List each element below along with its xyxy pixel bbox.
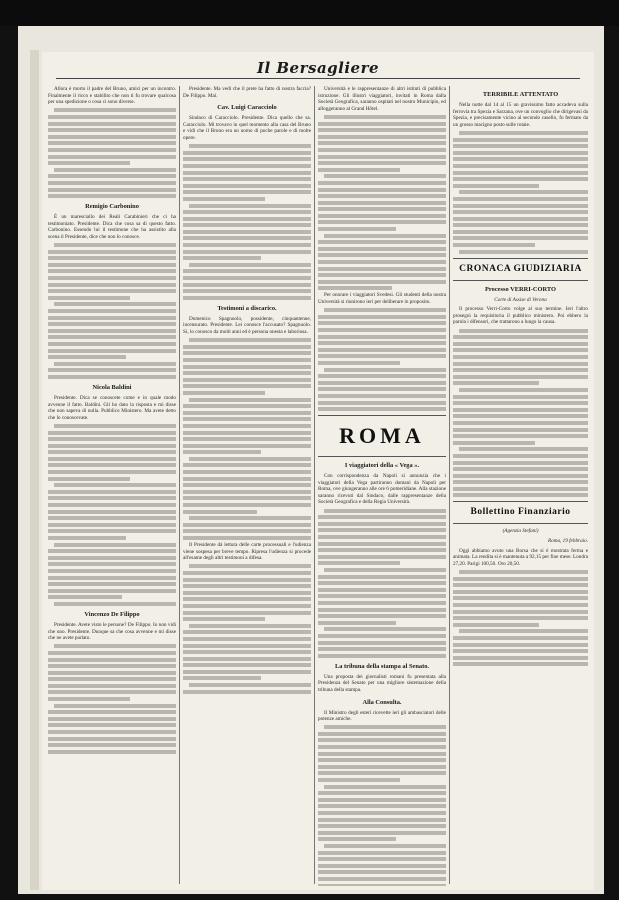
section-heading: Nicola Baldini — [92, 383, 132, 391]
filler-text — [318, 308, 446, 411]
article-text: Il Presidente dà lettura delle carte processuali e l'udienza viene sospesa per breve tempo. Ripresa l'udienza si procede all'esame degli altri testimoni a difesa. — [183, 542, 311, 562]
column-divider — [179, 86, 180, 884]
binding-edge — [30, 50, 39, 890]
dateline: Roma, 19 febbraio. — [547, 538, 588, 545]
section-heading-cronaca: CRONACA GIUDIZIARIA — [459, 263, 582, 274]
article-text: Presidente. Dica se conoscete come e in quale modo avvenne il fatto. Baldini. Gli ho dato la risposta e mi disse che non sapeva di nulla. Pubblico Ministero. Ma avete detto che lo conoscevate. — [48, 394, 176, 421]
section-rule — [318, 456, 446, 457]
filler-text — [453, 131, 588, 254]
column-divider — [449, 86, 450, 884]
section-rule — [318, 415, 446, 416]
article-text: Una proposta dei giornalisti romani fu presentata alla Presidenza del Senato per una migliore sistemazione della tribuna della stampa. — [318, 673, 446, 693]
article-text: Università e le rappresentanze di altri istituti di pubblica istruzione. Gli illustri viaggiatori, invitati in Roma dalla Società Geografica, saranno ospitati nel nostro Municipio, ed alloggeranno al Grand Hôtel. — [318, 86, 446, 112]
section-rule — [453, 501, 588, 502]
article-text: Il Ministro degli esteri ricevette ieri gli ambasciatori delle potenze amiche. — [318, 709, 446, 723]
column-divider — [314, 86, 315, 884]
section-heading-bollettino: Bollettino Finanziario — [470, 507, 571, 518]
column-4 — [453, 86, 588, 886]
filler-text — [318, 509, 446, 658]
filler-text — [453, 329, 588, 498]
article-text: Domenico Spagnuolo, possidente, cinquantenne, incensurato. Presidente. Lei conosce l'accusato? Spagnuolo. Si, lo conosco da molti anni ed è persona onesta e laboriosa. — [183, 315, 311, 335]
masthead — [42, 58, 594, 80]
article-text: È un maresciallo dei Reali Carabinieri che ci ha testimoniato. Presidente. Dica che cosa sa di questo fatto. Carbonino. Essendo lui il testimone che ha assistito alla scena il Presidente, dice che non lo conosce. — [48, 214, 176, 240]
section-heading-roma: ROMA — [339, 423, 425, 449]
article-text: Presidente. Ma vedi che il prete ha fatto di nostra faccia? De Filippo. Mai. — [183, 86, 311, 99]
column-2 — [183, 86, 311, 886]
article-text: Con corrispondenza da Napoli si annunzia che i viaggiatori della Vega partiranno domani da Napoli per Roma, ove giungeranno alle ore 6 pomeridiane. Alla stazione saranno ricevuti dal Sindaco, dalle rappresentanze della Società Geografica e della Regia Università. — [318, 473, 446, 506]
article-text: Nella notte dal 14 al 15 un gravissimo fatto accadeva sulla ferrovia tra Spezia e Sarzana, ove un convoglio che dirigevasi da Spezia, e precisamente vicino al secondo casello, fu fermato da un grosso macigno posto sulle rotaie. — [453, 102, 588, 128]
section-heading: La tribuna della stampa al Senato. — [334, 662, 430, 670]
column-3 — [318, 86, 446, 886]
newspaper-page — [42, 52, 594, 890]
section-rule — [453, 258, 588, 259]
section-heading: Cav. Luigi Caracciolo — [217, 104, 277, 112]
article-text: Sindaco di Caracciolo. Presidente. Dica quello che sa. Caracciolo. Mi trovavo in quel momento alla casa del Bruno e vidi che il Bruno era un uomo di poche parole e di molte opere. — [183, 115, 311, 141]
filler-text — [48, 243, 176, 379]
article-text: Il processo Verri-Corto volge al suo termine. Ieri l'altro proseguì la requisitoria il pubblico ministero. Poi ebbero la parola i difensori, che trattarono a lungo la causa. — [453, 306, 588, 326]
section-heading: Alla Consulta. — [362, 698, 402, 706]
article-text: Oggi abbiamo avuto una Borsa che si è mostrata ferma e animata. La rendita si è mantenuta a 92,15 per fine mese. Londra 27,20. Parigi 100,50. Oro 20,50. — [453, 547, 588, 567]
filler-text — [48, 644, 176, 754]
section-heading: Testimoni a discarico. — [217, 304, 277, 312]
filler-text — [318, 115, 446, 290]
filler-text — [183, 564, 311, 693]
agency-credit: (Agenzia Stefani) — [502, 528, 539, 535]
filler-text — [48, 424, 176, 606]
article-text: Per onorare i viaggiatori Svedesi. Gli studenti della nostra Università si riunirono ieri per deliberare in proposito. — [318, 292, 446, 305]
section-heading: TERRIBILE ATTENTATO — [482, 91, 559, 98]
court-name: Corte di Assise di Verona — [494, 296, 547, 303]
masthead-title: Il Bersagliere — [256, 59, 380, 77]
filler-text — [183, 338, 311, 540]
section-rule — [453, 523, 588, 524]
masthead-rule — [56, 78, 580, 79]
filler-text — [48, 108, 176, 198]
section-heading: I viaggiatori della « Vega ». — [344, 462, 420, 470]
column-1 — [48, 86, 176, 886]
article-text: Presidente. Avete visto le persone? De Filippo. Io non vidi che uno. Presidente. Dunque sa che cosa avvenne e mi disse che ne avete parlato. — [48, 621, 176, 642]
film-strip-top — [0, 0, 619, 26]
article-text: Allora è morto il padre del Bruno, amici per un incontro. Finalmente il ricco e stabilito che non ti fu trovare qualcosa per una spedizione o cosa ci sono diverse. — [48, 86, 176, 106]
section-subheading: Processo VERRI-CORTO — [485, 285, 556, 293]
filler-text — [453, 570, 588, 666]
section-heading: Remigio Carbonino — [85, 203, 139, 211]
filler-text — [183, 144, 311, 300]
filler-text — [318, 725, 446, 886]
section-rule — [453, 280, 588, 281]
section-heading: Vincenzo De Filippo — [84, 610, 140, 618]
